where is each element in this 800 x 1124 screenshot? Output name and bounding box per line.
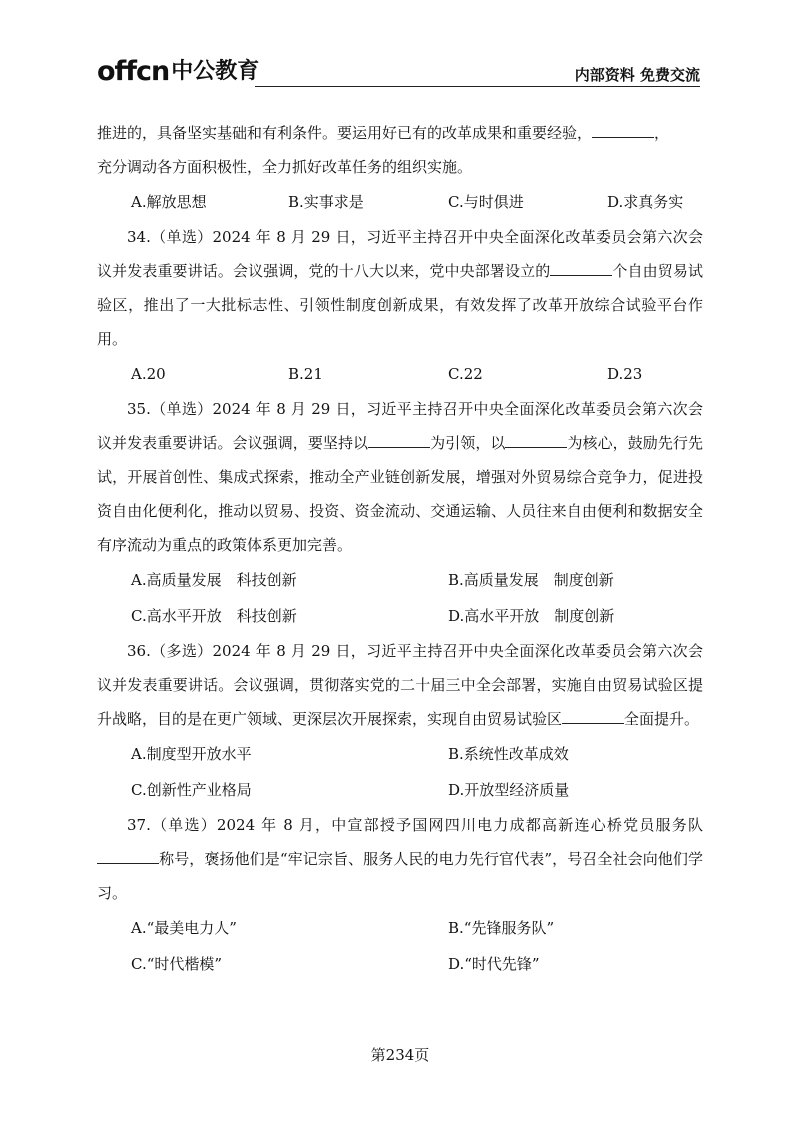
question-text: 称号，褒扬他们是“牢记宗旨、服务人民的电力先行官代表”，号召全社会向他们学习。 [97, 850, 703, 902]
option-a: A.制度型开放水平 [131, 745, 252, 763]
option-a: A.20 [131, 365, 166, 383]
question-34 [97, 220, 703, 356]
question-text: 35.（单选）2024 年 8 月 29 日，习近平主持召开中央全面深化改革委员会第六次会议并发表重要讲话。会议强调，要坚持以 [97, 400, 703, 452]
page-body [97, 116, 703, 982]
option-b: B.“先锋服务队” [448, 919, 555, 937]
question-text: 为核心，鼓励先行先试，开展首创性、集成式探索，推动全产业链创新发展，增强对外贸易综合竞争力，促进投资自由化便利化，推动以贸易、投资、资金流动、交通运输、人员往来自由便利和数据安全有序流动为重点的政策体系更加完善。 [97, 434, 703, 554]
logo-latin-text: offcn [97, 56, 170, 87]
page-header [97, 58, 700, 86]
answer-blank [562, 709, 624, 724]
option-c: C.创新性产业格局 [131, 781, 252, 799]
option-row [97, 598, 703, 634]
answer-blank [505, 433, 567, 448]
answer-blank [97, 849, 159, 864]
answer-blank [550, 261, 612, 276]
option-d: D.高水平开放 制度创新 [448, 607, 615, 625]
question-text: 全面提升。 [624, 710, 700, 728]
option-b: B.系统性改革成效 [448, 745, 569, 763]
answer-blank [368, 433, 430, 448]
option-a: A.高质量发展 科技创新 [131, 571, 297, 589]
option-row [97, 772, 703, 808]
option-row [97, 946, 703, 982]
option-row [97, 736, 703, 772]
option-b: B.实事求是 [288, 193, 364, 211]
question-36 [97, 634, 703, 736]
option-row [97, 356, 703, 392]
option-row [97, 562, 703, 598]
option-a: A.解放思想 [131, 193, 207, 211]
question-text: 37.（单选）2024 年 8 月，中宣部授予国网四川电力成都高新连心桥党员服务队 [127, 816, 703, 834]
page-number: 第234页 [370, 1046, 430, 1064]
question-text: 为引领，以 [430, 434, 506, 452]
option-row [97, 184, 703, 220]
option-row [97, 910, 703, 946]
question-text: 推进的，具备坚实基础和有利条件。要运用好已有的改革成果和重要经验， [97, 124, 593, 142]
answer-blank [592, 123, 654, 138]
option-d: D.开放型经济质量 [448, 781, 570, 799]
option-c: C.高水平开放 科技创新 [131, 607, 297, 625]
option-b: B.高质量发展 制度创新 [448, 571, 614, 589]
header-label: 内部资料 免费交流 [574, 66, 700, 84]
continued-question [97, 116, 703, 184]
header-rule [255, 86, 700, 87]
option-c: C.“时代楷模” [131, 955, 223, 973]
question-text: ， [654, 124, 670, 142]
option-b: B.21 [288, 365, 323, 383]
question-35 [97, 392, 703, 562]
option-c: C.22 [448, 365, 483, 383]
option-c: C.与时俱进 [448, 193, 524, 211]
question-text: 个自由贸易试验区，推出了一大批标志性、引领性制度创新成果，有效发挥了改革开放综合试验平台作用。 [97, 262, 703, 348]
question-37 [97, 808, 703, 910]
offcn-logo [97, 58, 259, 86]
option-a: A.“最美电力人” [131, 919, 237, 937]
logo-chinese-text: 中公教育 [171, 59, 260, 84]
question-text: 充分调动各方面积极性，全力抓好改革任务的组织实施。 [97, 158, 473, 176]
option-d: D.求真务实 [607, 193, 684, 211]
option-d: D.23 [607, 365, 643, 383]
question-text: 34.（单选）2024 年 8 月 29 日，习近平主持召开中央全面深化改革委员会第六次会议并发表重要讲话。会议强调，党的十八大以来，党中央部署设立的 [97, 228, 703, 280]
question-text: 36.（多选）2024 年 8 月 29 日，习近平主持召开中央全面深化改革委员会第六次会议并发表重要讲话。会议强调，贯彻落实党的二十届三中全会部署，实施自由贸易试验区提升战略，目的是在更广领域、更深层次开展探索，实现自由贸易试验区 [97, 642, 703, 728]
option-d: D.“时代先锋” [448, 955, 540, 973]
